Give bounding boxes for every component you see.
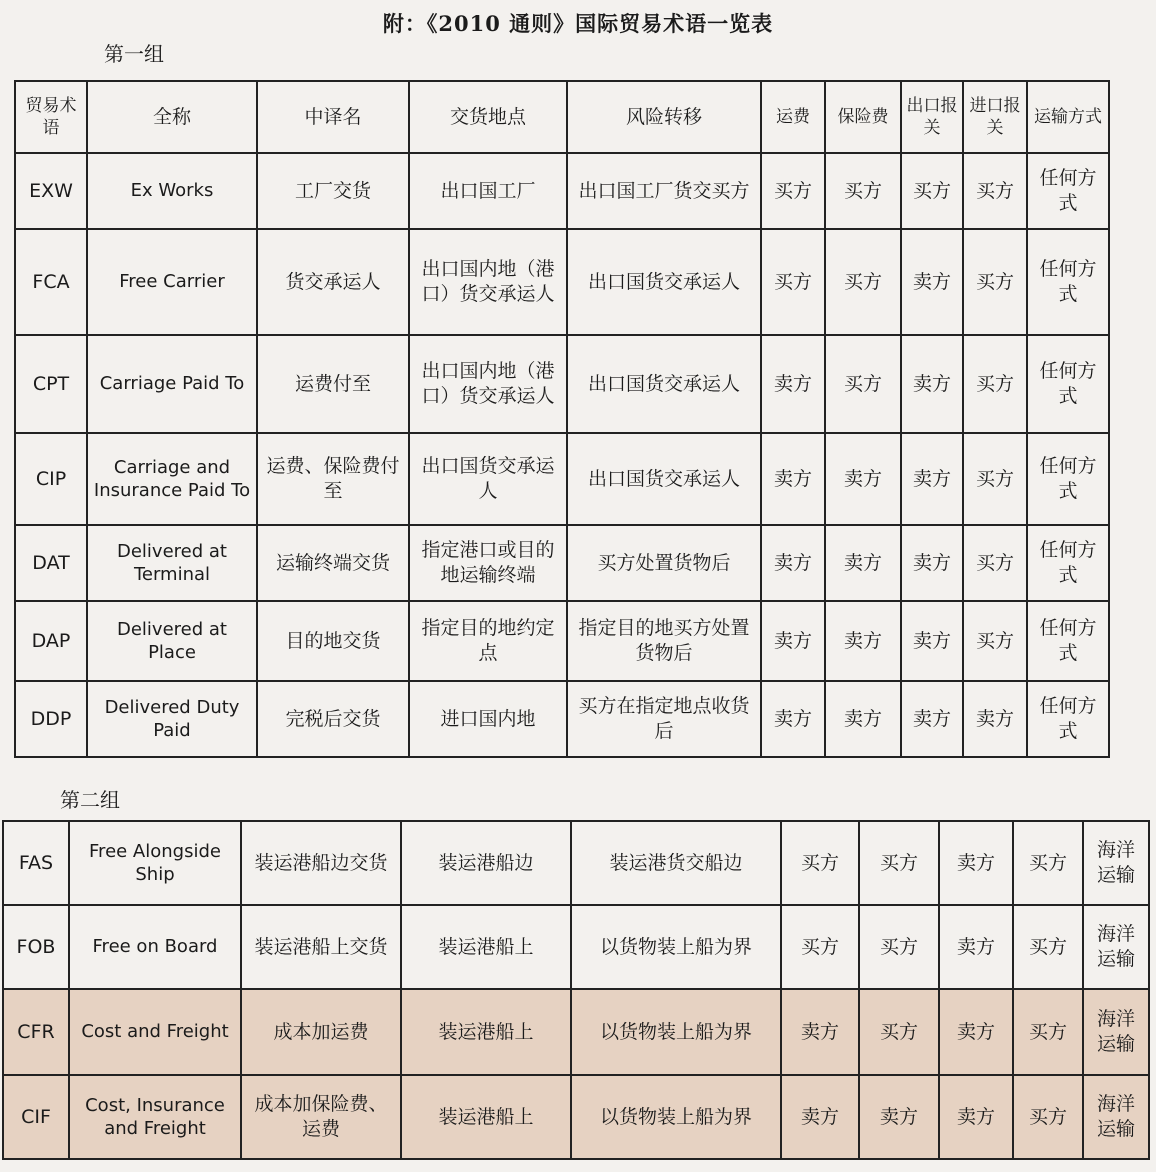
table-cell: 卖方 <box>781 1075 859 1159</box>
table-row <box>3 1075 1149 1159</box>
table-cell: 卖方 <box>963 681 1027 757</box>
table-cell: 买方 <box>825 229 901 335</box>
page-title: 附：《2010 通则》国际贸易术语一览表 <box>382 11 774 36</box>
table-cell: 任何方式 <box>1027 433 1109 525</box>
table-cell: 任何方式 <box>1027 525 1109 601</box>
table-cell: 进口国内地 <box>409 681 567 757</box>
table-cell: 买方 <box>761 153 825 229</box>
table-cell: 买方 <box>963 601 1027 681</box>
table-cell: 以货物装上船为界 <box>571 1075 781 1159</box>
table-cell: 任何方式 <box>1027 681 1109 757</box>
table-row <box>3 821 1149 905</box>
term-abbr-cell: FCA <box>15 229 87 335</box>
term-fullname-cell: Delivered at Place <box>87 601 257 681</box>
table-cell: 运费付至 <box>257 335 409 433</box>
table-cell: 卖方 <box>761 525 825 601</box>
table-cell: 指定港口或目的地运输终端 <box>409 525 567 601</box>
term-abbr-cell: DDP <box>15 681 87 757</box>
term-abbr-cell: CIP <box>15 433 87 525</box>
table-cell: 出口国内地（港口）货交承运人 <box>409 229 567 335</box>
table-cell: 买方 <box>859 821 939 905</box>
table-row <box>15 229 1109 335</box>
table-row <box>15 525 1109 601</box>
term-fullname-cell: Cost, Insurance and Freight <box>69 1075 241 1159</box>
table-cell: 买方 <box>963 433 1027 525</box>
term-abbr-cell: DAP <box>15 601 87 681</box>
table-cell: 买方 <box>963 153 1027 229</box>
table-cell: 装运港货交船边 <box>571 821 781 905</box>
group-one-table <box>14 80 1110 758</box>
term-abbr-cell: CFR <box>3 989 69 1075</box>
table-cell: 买方 <box>1013 989 1083 1075</box>
term-abbr-cell: CPT <box>15 335 87 433</box>
table-row <box>15 335 1109 433</box>
table-cell: 卖方 <box>901 681 963 757</box>
table-cell: 出口国货交承运人 <box>409 433 567 525</box>
header-cell: 运输方式 <box>1027 81 1109 153</box>
table-row <box>15 153 1109 229</box>
table-cell: 目的地交货 <box>257 601 409 681</box>
group-two-table <box>2 820 1150 1160</box>
term-abbr-cell: CIF <box>3 1075 69 1159</box>
table-cell: 卖方 <box>901 601 963 681</box>
table-cell: 卖方 <box>761 335 825 433</box>
table-cell: 装运港船上 <box>401 905 571 989</box>
table-cell: 卖方 <box>825 525 901 601</box>
table-cell: 卖方 <box>939 1075 1013 1159</box>
table-cell: 货交承运人 <box>257 229 409 335</box>
table-cell: 装运港船边 <box>401 821 571 905</box>
table-row <box>15 601 1109 681</box>
table-cell: 以货物装上船为界 <box>571 905 781 989</box>
table-cell: 任何方式 <box>1027 335 1109 433</box>
table-cell: 买方 <box>1013 821 1083 905</box>
table-cell: 买方 <box>781 821 859 905</box>
table-cell: 卖方 <box>761 601 825 681</box>
table-cell: 装运港船上 <box>401 1075 571 1159</box>
header-cell: 出口报关 <box>901 81 963 153</box>
header-cell: 贸易术语 <box>15 81 87 153</box>
table-cell: 卖方 <box>939 989 1013 1075</box>
term-fullname-cell: Delivered Duty Paid <box>87 681 257 757</box>
header-cell: 运费 <box>761 81 825 153</box>
table-cell: 卖方 <box>901 525 963 601</box>
table-cell: 卖方 <box>825 681 901 757</box>
table-header-row <box>15 81 1109 153</box>
table-cell: 卖方 <box>939 905 1013 989</box>
table-cell: 买方 <box>761 229 825 335</box>
header-cell: 进口报关 <box>963 81 1027 153</box>
table-cell: 买方 <box>1013 1075 1083 1159</box>
term-fullname-cell: Carriage Paid To <box>87 335 257 433</box>
table-cell: 出口国工厂货交买方 <box>567 153 761 229</box>
table-cell: 卖方 <box>825 433 901 525</box>
table-cell: 买方 <box>825 335 901 433</box>
term-fullname-cell: Delivered at Terminal <box>87 525 257 601</box>
table-cell: 卖方 <box>901 433 963 525</box>
table-row <box>15 433 1109 525</box>
table-cell: 海洋运输 <box>1083 905 1149 989</box>
table-cell: 运费、保险费付至 <box>257 433 409 525</box>
term-abbr-cell: FOB <box>3 905 69 989</box>
table-cell: 海洋运输 <box>1083 821 1149 905</box>
header-cell: 中译名 <box>257 81 409 153</box>
table-row <box>15 681 1109 757</box>
term-fullname-cell: Free Alongside Ship <box>69 821 241 905</box>
table-cell: 卖方 <box>901 335 963 433</box>
term-fullname-cell: Ex Works <box>87 153 257 229</box>
table-cell: 出口国货交承运人 <box>567 229 761 335</box>
term-abbr-cell: EXW <box>15 153 87 229</box>
table-cell: 工厂交货 <box>257 153 409 229</box>
table-cell: 运输终端交货 <box>257 525 409 601</box>
table-cell: 买方 <box>963 229 1027 335</box>
table-cell: 任何方式 <box>1027 229 1109 335</box>
table-cell: 出口国货交承运人 <box>567 335 761 433</box>
table-cell: 卖方 <box>761 433 825 525</box>
table-cell: 出口国内地（港口）货交承运人 <box>409 335 567 433</box>
table-cell: 买方处置货物后 <box>567 525 761 601</box>
group-two-label: 第二组 <box>60 788 120 812</box>
term-abbr-cell: FAS <box>3 821 69 905</box>
table-cell: 以货物装上船为界 <box>571 989 781 1075</box>
table-cell: 装运港船上 <box>401 989 571 1075</box>
table-cell: 买方在指定地点收货后 <box>567 681 761 757</box>
table-cell: 卖方 <box>939 821 1013 905</box>
table-cell: 指定目的地约定点 <box>409 601 567 681</box>
table-cell: 任何方式 <box>1027 153 1109 229</box>
table-cell: 买方 <box>901 153 963 229</box>
table-cell: 卖方 <box>825 601 901 681</box>
table-cell: 买方 <box>963 525 1027 601</box>
table-cell: 任何方式 <box>1027 601 1109 681</box>
table-cell: 买方 <box>859 989 939 1075</box>
group-two-body <box>3 821 1149 1159</box>
group-one-body <box>15 153 1109 757</box>
table-cell: 卖方 <box>781 989 859 1075</box>
table-cell: 装运港船边交货 <box>241 821 401 905</box>
table-cell: 指定目的地买方处置货物后 <box>567 601 761 681</box>
table-cell: 完税后交货 <box>257 681 409 757</box>
header-cell: 交货地点 <box>409 81 567 153</box>
table-cell: 买方 <box>1013 905 1083 989</box>
header-cell: 全称 <box>87 81 257 153</box>
table-cell: 买方 <box>781 905 859 989</box>
table-row <box>3 989 1149 1075</box>
group-one-label: 第一组 <box>104 42 164 66</box>
table-cell: 卖方 <box>761 681 825 757</box>
table-cell: 海洋运输 <box>1083 989 1149 1075</box>
term-fullname-cell: Carriage and Insurance Paid To <box>87 433 257 525</box>
table-cell: 卖方 <box>901 229 963 335</box>
table-cell: 成本加保险费、运费 <box>241 1075 401 1159</box>
term-abbr-cell: DAT <box>15 525 87 601</box>
table-cell: 海洋运输 <box>1083 1075 1149 1159</box>
header-cell: 风险转移 <box>567 81 761 153</box>
table-cell: 买方 <box>825 153 901 229</box>
header-cell: 保险费 <box>825 81 901 153</box>
term-fullname-cell: Free on Board <box>69 905 241 989</box>
table-cell: 装运港船上交货 <box>241 905 401 989</box>
table-cell: 出口国货交承运人 <box>567 433 761 525</box>
table-cell: 成本加运费 <box>241 989 401 1075</box>
table-cell: 出口国工厂 <box>409 153 567 229</box>
table-cell: 卖方 <box>859 1075 939 1159</box>
table-cell: 买方 <box>963 335 1027 433</box>
term-fullname-cell: Free Carrier <box>87 229 257 335</box>
term-fullname-cell: Cost and Freight <box>69 989 241 1075</box>
table-row <box>3 905 1149 989</box>
table-cell: 买方 <box>859 905 939 989</box>
